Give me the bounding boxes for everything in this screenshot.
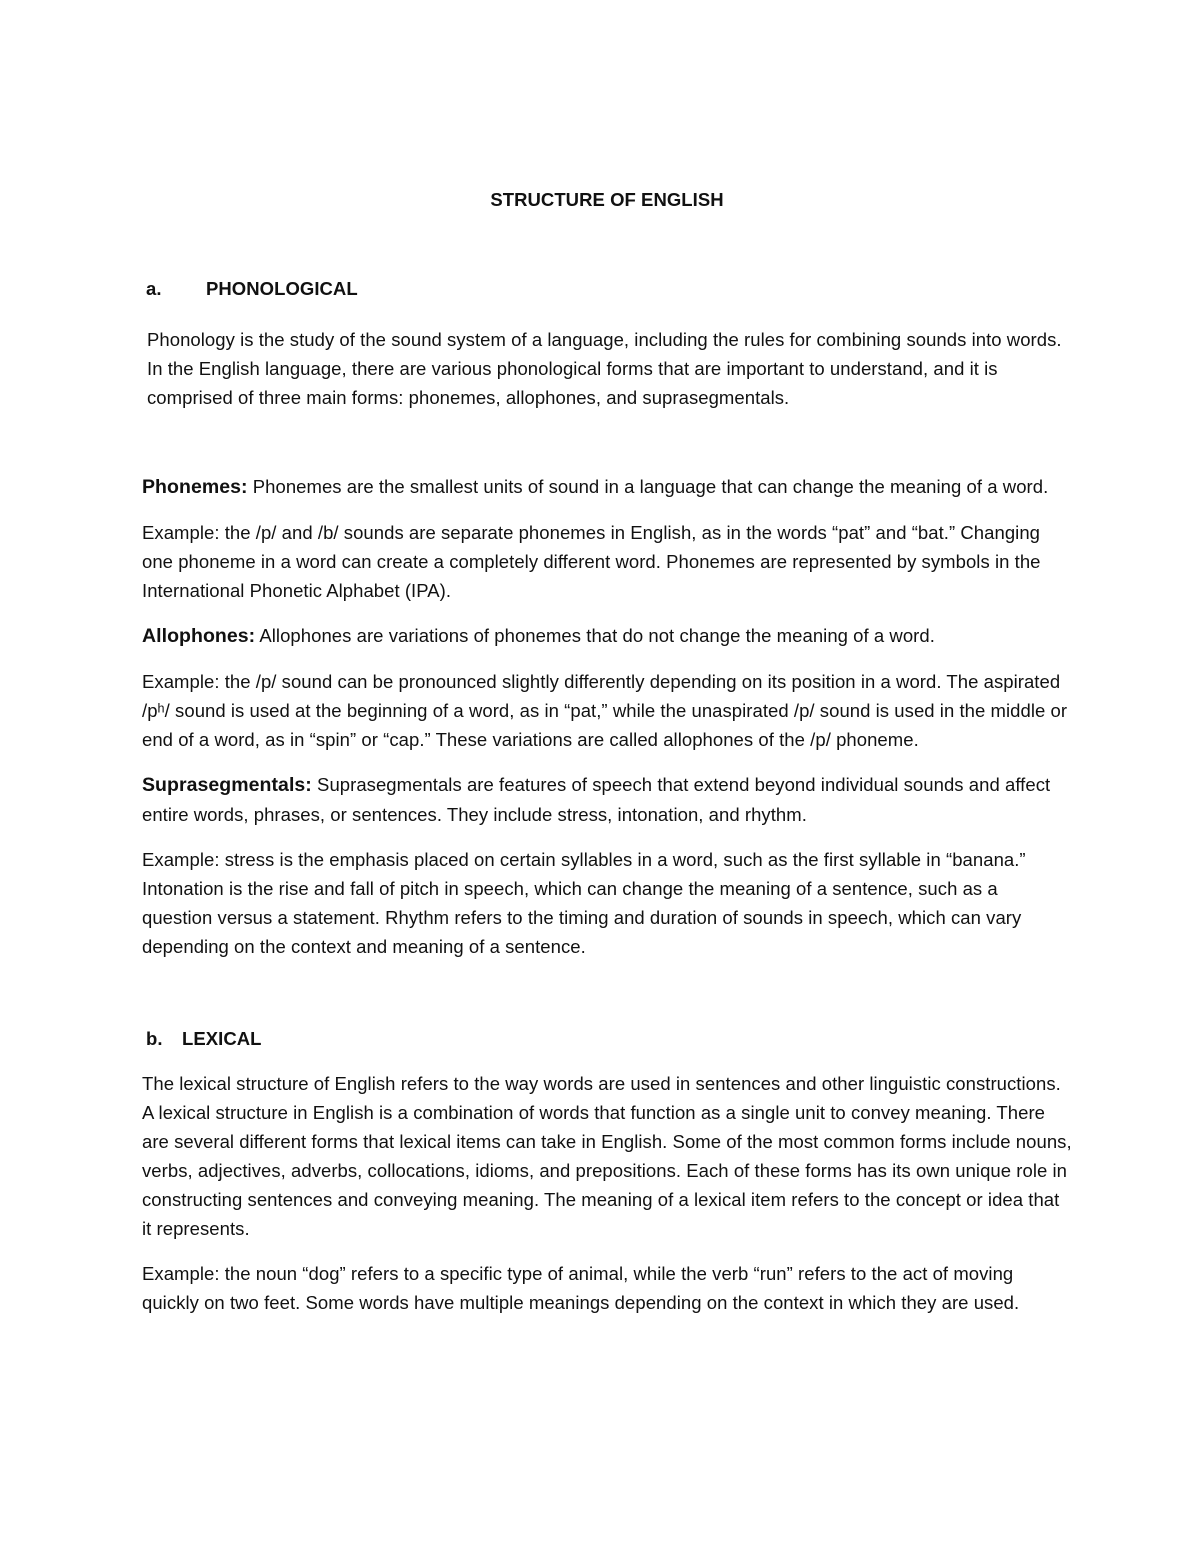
- phonemes-example-paragraph: Example: the /p/ and /b/ sounds are separate phonemes in English, as in the words “pat” and “bat.” Changing one phoneme in a word can create a completely different word. Phonemes are represented by symbols in the International Phonetic Alphabet (IPA).: [142, 522, 1041, 601]
- section-b-heading: [142, 1027, 1072, 1051]
- spacer: [142, 829, 1072, 845]
- spacer: [142, 605, 1072, 621]
- spacer: [142, 754, 1072, 770]
- phonemes-definition-paragraph: [142, 472, 1072, 502]
- suprasegmentals-example-paragraph: Example: stress is the emphasis placed on certain syllables in a word, such as the first syllable in “banana.” Intonation is the rise and fall of pitch in speech, which can change the meaning of a sentence, such as a question versus a statement. Rhythm refers to the timing and duration of sounds in speech, which can vary depending on the context and meaning of a sentence.: [142, 849, 1026, 957]
- spacer: [142, 502, 1072, 518]
- section-b-title: LEXICAL: [182, 1028, 262, 1049]
- document-body: [142, 188, 1072, 1317]
- allophones-example-paragraph: Example: the /p/ sound can be pronounced slightly differently depending on its position in a word. The aspirated /pʰ/ sound is used at the beginning of a word, as in “pat,” while the unaspirated /p/ sound is used in the middle or end of a word, as in “spin” or “cap.” These variations are called allophones of the /p/ phoneme.: [142, 671, 1068, 750]
- document-title: STRUCTURE OF ENGLISH: [490, 189, 724, 210]
- phonemes-term: Phonemes:: [142, 476, 248, 498]
- suprasegmentals-definition: Suprasegmentals are features of speech that extend beyond individual sounds and affect entire words, phrases, or sentences. They include stress, intonation, and rhythm.: [142, 774, 1051, 825]
- lexical-body-paragraph: The lexical structure of English refers to the way words are used in sentences and other linguistic constructions. A lexical structure in English is a combination of words that function as a single unit to convey meaning. There are several different forms that lexical items can take in English. Some of the most common forms include nouns, verbs, adjectives, adverbs, collocations, idioms, and prepositions. Each of these forms has its own unique role in constructing sentences and conveying meaning. The meaning of a lexical item refers to the concept or idea that it represents.: [142, 1073, 1072, 1239]
- section-a-title: PHONOLOGICAL: [206, 278, 358, 299]
- section-a-heading: [142, 277, 1072, 301]
- section-b-marker: b.: [146, 1028, 163, 1049]
- allophones-definition-paragraph: [142, 621, 1072, 651]
- spacer: [142, 412, 1072, 472]
- suprasegmentals-definition-paragraph: [142, 770, 1072, 829]
- lexical-example-paragraph: Example: the noun “dog” refers to a specific type of animal, while the verb “run” refers to the act of moving quickly on two feet. Some words have multiple meanings depending on the context in which they are used.: [142, 1263, 1020, 1313]
- spacer: [142, 1243, 1072, 1259]
- phonology-intro-paragraph: Phonology is the study of the sound system of a language, including the rules for combining sounds into words. In the English language, there are various phonological forms that are important to understand, and it is comprised of three main forms: phonemes, allophones, and suprasegmentals.: [147, 329, 1062, 408]
- phonemes-definition: Phonemes are the smallest units of sound in a language that can change the meaning of a word.: [247, 476, 1049, 497]
- section-a-marker: a.: [146, 278, 162, 299]
- allophones-definition: Allophones are variations of phonemes that do not change the meaning of a word.: [255, 625, 935, 646]
- allophones-term: Allophones:: [142, 625, 256, 647]
- spacer: [142, 961, 1072, 1027]
- suprasegmentals-term: Suprasegmentals:: [142, 774, 312, 796]
- spacer: [142, 651, 1072, 667]
